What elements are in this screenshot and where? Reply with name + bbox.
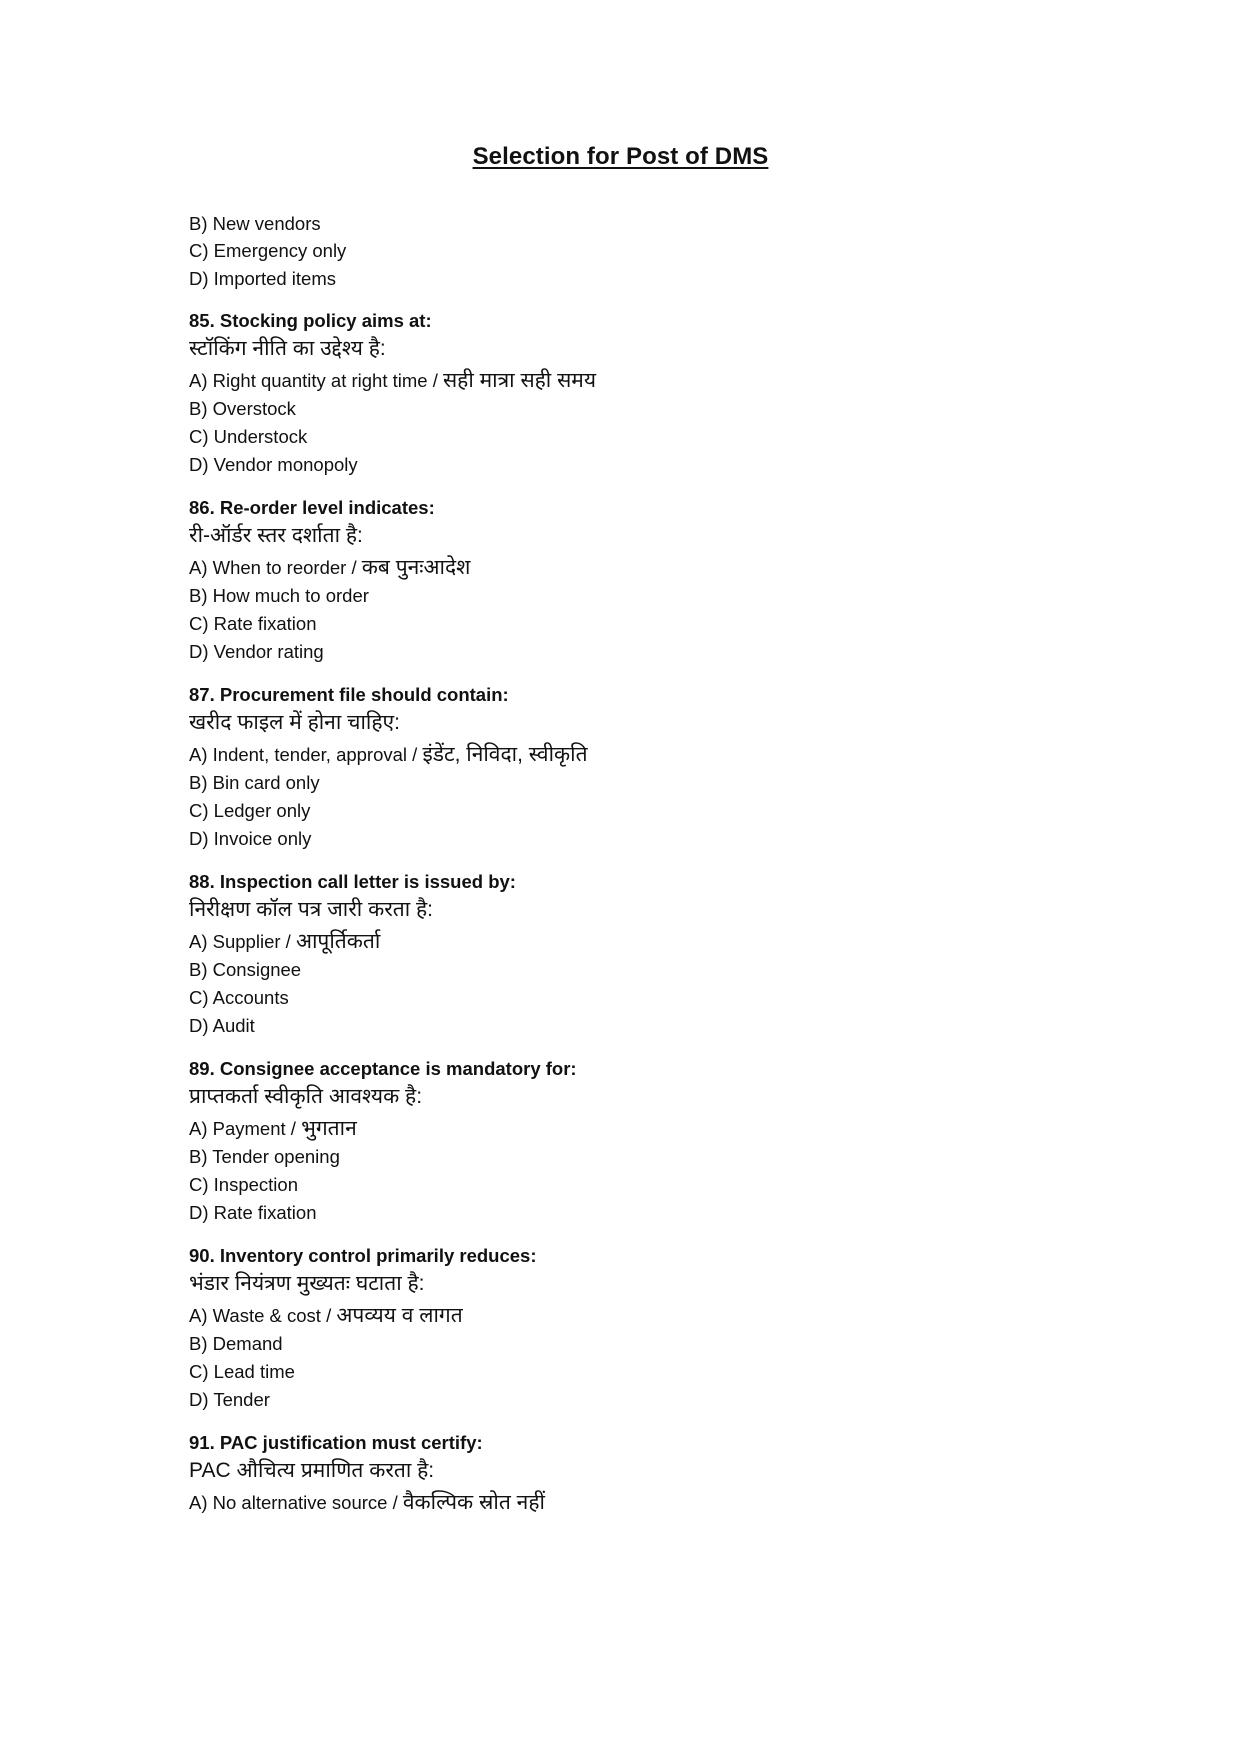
option-hindi: भुगतान [301,1117,357,1140]
option-text: A) Payment / [189,1118,302,1139]
option-hindi: वैकल्पिक स्रोत नहीं [402,1491,545,1514]
option-item: D) Vendor monopoly [189,454,358,475]
option-hindi: अपव्यय व लागत [336,1304,463,1327]
option-item: D) Vendor rating [189,641,324,662]
option-item: C) Accounts [189,987,289,1008]
option-item: B) Overstock [189,398,296,419]
question-hindi: खरीद फाइल में होना चाहिए: [189,711,400,734]
option-item: D) Imported items [189,268,337,289]
option-item: C) Understock [189,426,308,447]
option-item: B) How much to order [189,585,369,606]
option-item [189,557,470,579]
option-item: C) Emergency only [189,240,347,261]
question-hindi: निरीक्षण कॉल पत्र जारी करता है: [189,898,434,921]
option-item [189,1305,463,1327]
option-item: D) Invoice only [189,828,312,849]
option-text: A) Waste & cost / [189,1305,337,1326]
option-hindi: सही मात्रा सही समय [442,369,597,392]
question-hindi: री-ऑर्डर स्तर दर्शाता है: [189,524,363,547]
option-item [189,1492,545,1514]
option-text: A) Supplier / [189,931,296,952]
option-item: D) Audit [189,1015,255,1036]
question-hindi: प्राप्तकर्ता स्वीकृति आवश्यक है: [189,1085,423,1108]
option-text: A) Right quantity at right time / [189,370,443,391]
option-item: B) New vendors [189,213,321,234]
option-item [189,1118,357,1140]
option-item [189,931,380,953]
option-item: B) Tender opening [189,1146,340,1167]
option-hindi: इंडेंट, निविदा, स्वीकृति [422,743,588,766]
option-item: C) Lead time [189,1361,295,1382]
option-text: A) Indent, tender, approval / [189,744,423,765]
option-item: D) Rate fixation [189,1202,317,1223]
option-item: B) Consignee [189,959,302,980]
question-title: 89. Consignee acceptance is mandatory for: [189,1058,577,1079]
question-title: 88. Inspection call letter is issued by: [189,871,516,892]
question-title: 87. Procurement file should contain: [189,684,509,705]
option-item: D) Tender [189,1389,270,1410]
option-item: B) Bin card only [189,772,320,793]
question-hindi: स्टॉकिंग नीति का उद्देश्य है: [189,337,386,360]
option-item: B) Demand [189,1333,283,1354]
page-title: Selection for Post of DMS [472,143,769,170]
option-item: C) Inspection [189,1174,298,1195]
option-text: A) No alternative source / [189,1492,403,1513]
question-title: 91. PAC justification must certify: [189,1432,483,1453]
question-hindi: PAC औचित्य प्रमाणित करता है: [189,1459,435,1482]
question-title: 86. Re-order level indicates: [189,497,435,518]
option-item: C) Rate fixation [189,613,317,634]
question-hindi: भंडार नियंत्रण मुख्यतः घटाता है: [189,1272,425,1295]
option-hindi: कब पुनःआदेश [361,556,471,579]
question-title: 90. Inventory control primarily reduces: [189,1245,537,1266]
option-item: C) Ledger only [189,800,311,821]
option-item [189,744,588,766]
option-hindi: आपूर्तिकर्ता [295,930,381,953]
option-item [189,370,596,392]
question-title: 85. Stocking policy aims at: [189,310,432,331]
option-text: A) When to reorder / [189,557,362,578]
